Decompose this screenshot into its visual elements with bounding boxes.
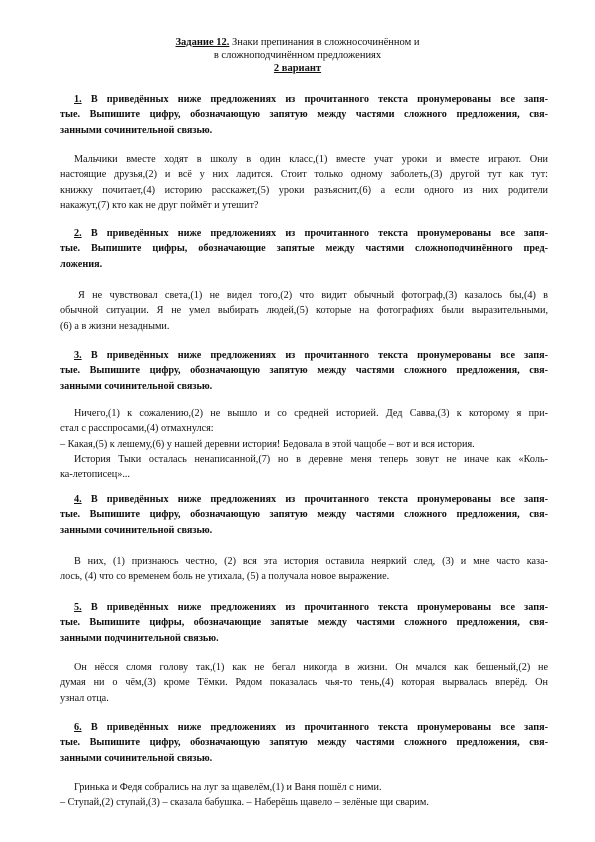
task-3-text: Ничего,(1) к сожалению,(2) не вышло и со средней историей. Дед Савва,(3) к которому я при- стал с расспросами,(4) отмахнулся: – Какая,(5) к лешему,(6) у нашей деревни история! Бедовала в этой чащобе – вот и вся история. История Тыки осталась ненаписанной,(7) но в деревне меня теперь зовут не иначе как «Коль- ка-летописец»... bbox=[60, 408, 548, 481]
page-subtitle: в сложноподчинённом предложениях bbox=[213, 50, 382, 61]
task-3-instruction: 3. В приведённых ниже предложениях из прочитанного текста пронумерованы все запя- тые. Выпишите цифру, обозначающую запятую между частями сложного предложения, свя- занными сочинительной связью. bbox=[60, 350, 548, 392]
task-5-instruction: 5. В приведённых ниже предложениях из прочитанного текста пронумерованы все запя- тые. Выпишите цифры, обозначающие запятые между частями сложного предложения, свя- занными подчинительной связью. bbox=[60, 602, 548, 644]
variant-label: 2 вариант bbox=[273, 63, 322, 74]
task-5-text: Он нёсся сломя голову так,(1) как не бегал никогда в жизни. Он мчался как бешеный,(2) не думая ни о чём,(3) кроме Тёмки. Рядом показалась чья-то тень,(4) которая вырвалась вперёд. Он узнал отца. bbox=[60, 662, 548, 704]
page-title bbox=[0, 36, 595, 49]
task-6-text: Гринька и Федя собрались на луг за щавелём,(1) и Ваня пошёл с ними. – Ступай,(2) ступай,(3) – сказала бабушка. – Наберёшь щавело – зелёные щи сварим. bbox=[60, 782, 429, 809]
title-line-1: Знаки препинания в сложносочинённом и bbox=[229, 37, 420, 48]
task-2-text: Я не чувствовал света,(1) не видел того,(2) что видит обычный фотограф,(3) казалось бы,(4) в обычной ситуации. Я не умел выбирать людей,(5) которые на фотографиях были выразительными, (6) а в жизни незадными. bbox=[60, 290, 548, 332]
title-prefix: Задание 12. bbox=[175, 37, 230, 48]
task-4-text: В них, (1) признаюсь честно, (2) вся эта история оставила неяркий след, (3) и мне часто каза- лось, (4) что со временем боль не утихала, (5) а получала новое выражение. bbox=[60, 556, 548, 583]
task-1-instruction: 1. В приведённых ниже предложениях из прочитанного текста пронумерованы все запя- тые. Выпишите цифру, обозначающую запятую между частями сложного предложения, свя- занными сочинительной связью. bbox=[60, 94, 548, 136]
task-6-instruction: 6. В приведённых ниже предложениях из прочитанного текста пронумерованы все запя- тые. Выпишите цифру, обозначающую запятую между частями сложного предложения, свя- занными сочинительной связью. bbox=[60, 722, 548, 764]
task-4-instruction: 4. В приведённых ниже предложениях из прочитанного текста пронумерованы все запя- тые. Выпишите цифру, обозначающую запятую между частями сложного предложения, свя- занными сочинительной связью. bbox=[60, 494, 548, 536]
task-1-text: Мальчики вместе ходят в школу в один класс,(1) вместе учат уроки и вместе играют. Они настоящие друзья,(2) и всё у них ладится. Стоит только одному заболеть,(3) другой тут как тут: книжку почитает,(4) историю расскажет,(5) уроки разъяснит,(6) а если одного из них родители накажут,(7) кто как не друг поймёт и утешит? bbox=[60, 154, 548, 211]
task-2-instruction: 2. В приведённых ниже предложениях из прочитанного текста пронумерованы все запя- тые. Выпишите цифры, обозначающие запятые между частями сложноподчинённого пред- ложения. bbox=[60, 228, 548, 270]
task-number: 1. bbox=[74, 94, 82, 105]
